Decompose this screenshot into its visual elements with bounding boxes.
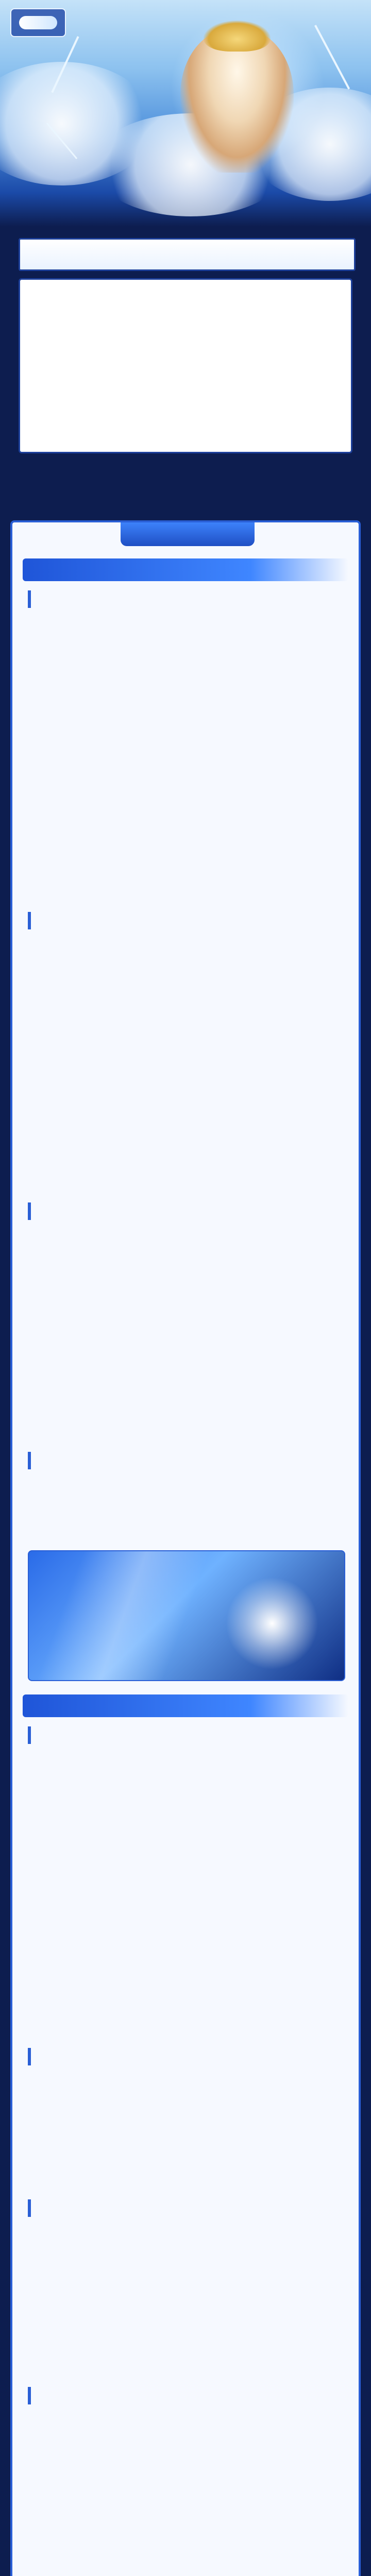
subsection-body	[28, 1225, 343, 1442]
section-1-title	[23, 558, 348, 581]
subsection-body	[28, 1475, 343, 1541]
subsection-title	[28, 2199, 343, 2217]
subsection-title	[28, 912, 343, 929]
subsection-body	[28, 2222, 343, 2377]
hero-character-hat	[204, 21, 271, 52]
subsection-title	[28, 2048, 343, 2065]
subsection-title	[28, 2387, 343, 2404]
subsection-body	[28, 2410, 343, 2576]
content-panel-header	[121, 520, 255, 546]
subsection-body	[28, 2071, 343, 2189]
subsection-title	[28, 1726, 343, 1744]
subsection-title	[28, 1202, 343, 1220]
subsection-body	[28, 1749, 343, 2038]
hero-banner	[0, 0, 371, 227]
section-2-title	[23, 1694, 348, 1717]
subsection-title	[28, 1452, 343, 1469]
notice-title-bar	[19, 238, 356, 271]
subsection-title	[28, 590, 343, 608]
section-1-artwork	[28, 1550, 345, 1681]
subsection-body	[28, 935, 343, 1192]
subsection-body	[28, 613, 343, 902]
content-panel	[10, 520, 361, 2576]
intro-card	[19, 278, 352, 453]
game-logo	[10, 8, 66, 37]
